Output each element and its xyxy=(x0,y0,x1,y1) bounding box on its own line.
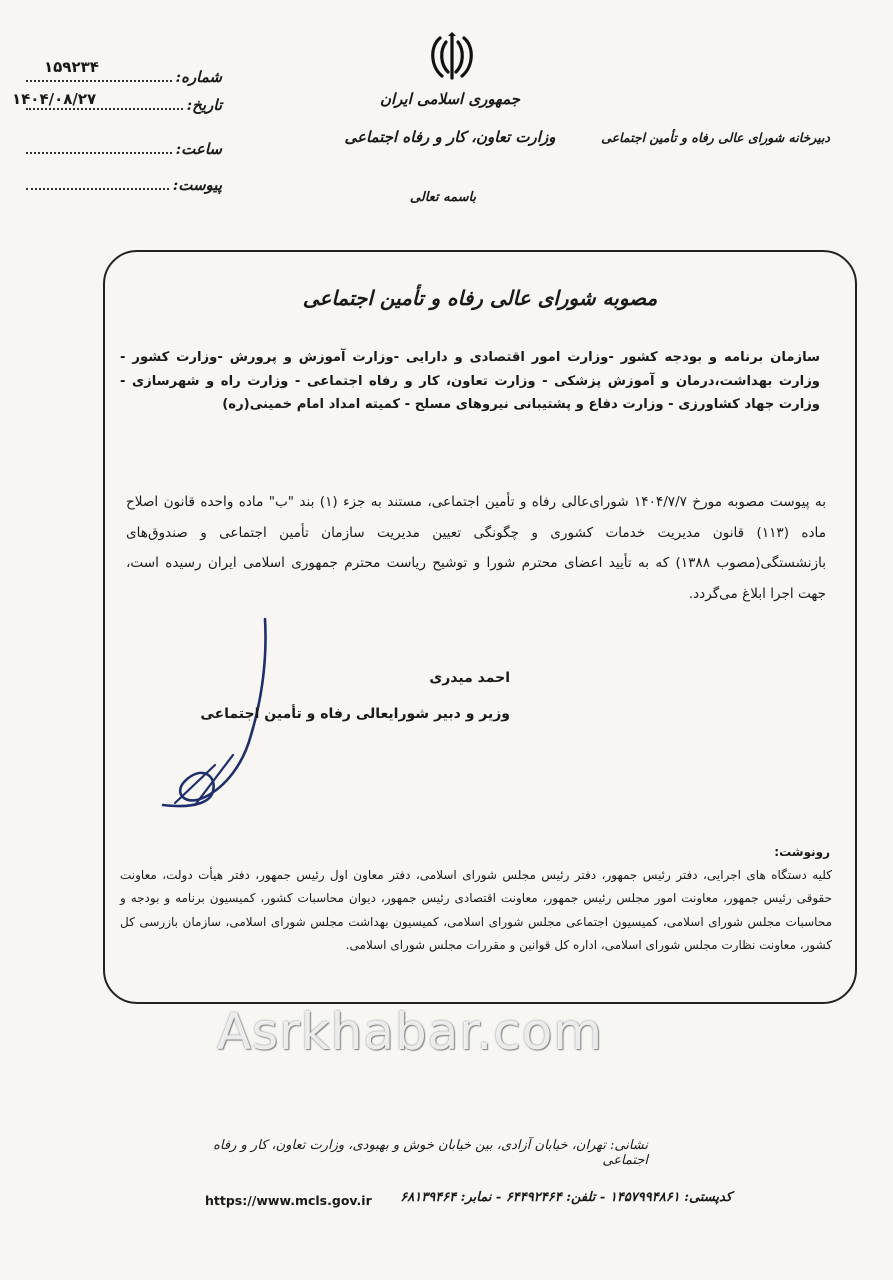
signer-title: وزیر و دبیر شورایعالی رفاه و تأمین اجتماعی xyxy=(200,706,510,722)
ministry-name: وزارت تعاون، کار و رفاه اجتماعی xyxy=(344,128,556,146)
iran-emblem-icon xyxy=(426,32,478,82)
number-value: ۱۵۹۲۳۴ xyxy=(44,58,99,76)
footer-postal-phone: کدپستی: ۱۴۵۷۹۹۴۸۶۱ - تلفن: ۶۴۴۹۲۴۶۴ - نمابر: ۶۸۱۳۹۴۶۴ xyxy=(400,1190,732,1205)
letter-body: به پیوست مصوبه مورخ ۱۴۰۴/۷/۷ شورای‌عالی رفاه و تأمین اجتماعی، مستند به جزء (۱) بند "ب" ماده واحده قانون اصلاح ماده (۱۱۳) قانون مدیریت خدمات کشوری و چگونگی تعیین مدیریت سازمان تأمین اجتماعی و صندوق‌های بازنشستگی(مصوب ۱۳۸۸) که به تأیید اعضای محترم شورا و توشیح ریاست محترم جمهوری اسلامی ایران رسیده است، جهت اجرا ابلاغ می‌گردد. xyxy=(126,494,826,602)
republic-name: جمهوری اسلامی ایران xyxy=(379,90,521,108)
addressees: سازمان برنامه و بودجه کشور -وزارت امور اقتصادی و دارایی -وزارت آموزش و پرورش -وزارت کشور - وزارت بهداشت،درمان و آموزش پزشکی - وزارت تعاون، کار و رفاه اجتماعی - وزارت راه و شهرسازی - وزارت جهاد کشاورزی - وزارت دفاع و پشتیبانی نیروهای مسلح - کمیته امداد امام خمینی(ره) xyxy=(120,350,820,413)
number-label: شماره: xyxy=(175,68,222,86)
copies-heading: رونوشت: xyxy=(774,845,830,859)
date-value: ۱۴۰۴/۰۸/۲۷ xyxy=(12,90,97,108)
attachment-row xyxy=(22,166,222,194)
time-label: ساعت: xyxy=(175,140,222,158)
date-label: تاریخ: xyxy=(186,96,222,114)
signer-name: احمد میدری xyxy=(429,670,510,686)
letter-title: مصوبه شورای عالی رفاه و تأمین اجتماعی xyxy=(302,286,658,310)
website-link[interactable]: https://www.mcls.gov.ir xyxy=(205,1193,372,1208)
time-row xyxy=(22,130,222,158)
footer-address: نشانی: تهران، خیابان آزادی، بین خیابان خوش و بهبودی، وزارت تعاون، کار و رفاه اجتماعی xyxy=(213,1138,648,1168)
copies-list: کلیه دستگاه های اجرایی، دفتر رئیس جمهور، دفتر رئیس مجلس شورای اسلامی، دفتر معاون اول رئیس جمهور، دفتر هیأت دولت، معاونت حقوقی رئیس جمهور، معاونت امور مجلس رئیس جمهور، معاونت اقتصادی رئیس جمهور، دیوان محاسبات کشور، کمیسیون برنامه و بودجه و محاسبات مجلس شورای اسلامی، کمیسیون اجتماعی مجلس شورای اسلامی، کمیسیون بهداشت مجلس شورای اسلامی، سازمان بازرسی کل کشور، معاونت نظارت مجلس شورای اسلامی، اداره کل قوانین و مقررات مجلس شورای اسلامی. xyxy=(120,868,832,953)
invocation: باسمه تعالی xyxy=(409,190,477,205)
watermark: Asrkhabar.com xyxy=(216,1003,604,1061)
attachment-label: پیوست: xyxy=(172,176,222,194)
secretariat-title: دبیرخانه شورای عالی رفاه و تأمین اجتماعی xyxy=(601,130,830,145)
